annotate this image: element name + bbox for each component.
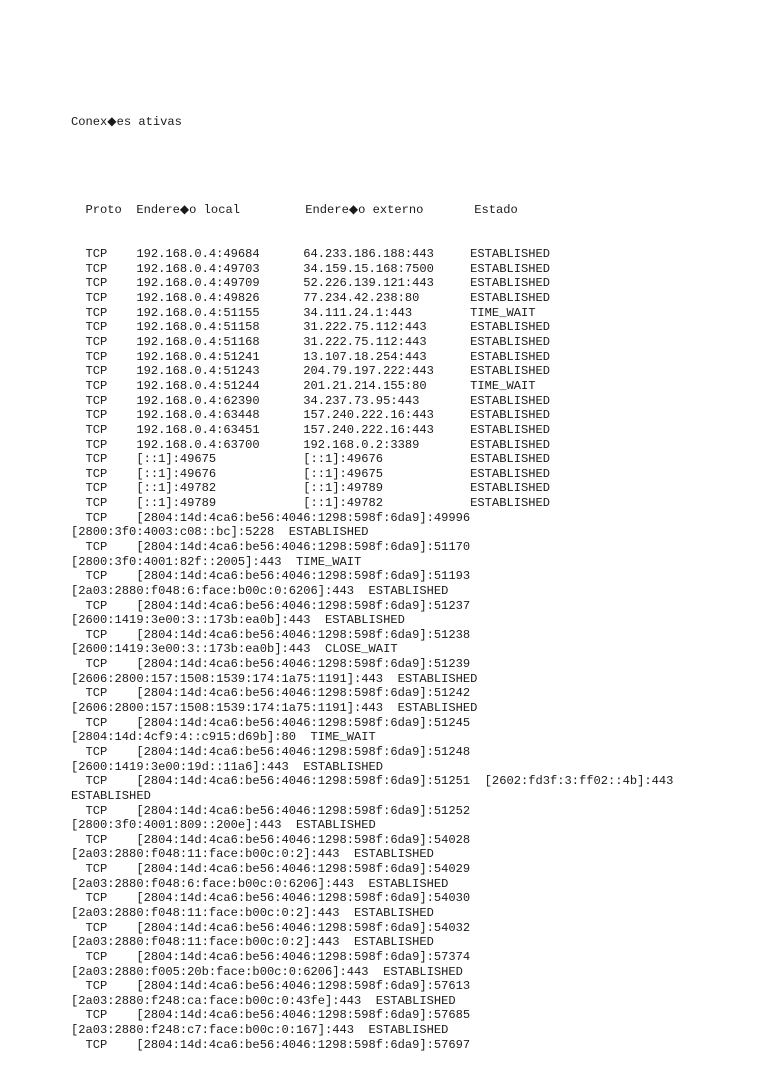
connection-line: TCP [2804:14d:4ca6:be56:4046:1298:598f:6da9]:51242 bbox=[71, 686, 471, 701]
connection-line: TCP 192.168.0.4:49709 52.226.139.121:443 ESTABLISHED bbox=[71, 276, 550, 291]
document-title: Conex◆es ativas bbox=[71, 115, 182, 130]
connection-line: [2a03:2880:f248:ca:face:b00c:0:43fe]:443 ESTABLISHED bbox=[71, 993, 456, 1008]
connection-line: TCP [2804:14d:4ca6:be56:4046:1298:598f:6da9]:54029 bbox=[71, 862, 471, 877]
connection-line: TCP [::1]:49782 [::1]:49789 ESTABLISHED bbox=[71, 481, 550, 496]
connection-line: TCP [::1]:49675 [::1]:49676 ESTABLISHED bbox=[71, 452, 550, 467]
connection-line: TCP 192.168.0.4:51158 31.222.75.112:443 ESTABLISHED bbox=[71, 320, 550, 335]
connection-line: [2800:3f0:4001:809::200e]:443 ESTABLISHED bbox=[71, 818, 376, 833]
connection-line: TCP 192.168.0.4:51155 34.111.24.1:443 TIME_WAIT bbox=[71, 305, 536, 320]
connection-line: TCP [2804:14d:4ca6:be56:4046:1298:598f:6da9]:51193 bbox=[71, 569, 471, 584]
connection-line: TCP [2804:14d:4ca6:be56:4046:1298:598f:6da9]:54032 bbox=[71, 920, 471, 935]
connection-line: TCP [2804:14d:4ca6:be56:4046:1298:598f:6da9]:51237 bbox=[71, 598, 471, 613]
connection-list bbox=[71, 247, 673, 1052]
connection-line: TCP 192.168.0.4:63451 157.240.222.16:443 ESTABLISHED bbox=[71, 422, 550, 437]
connection-line: [2a03:2880:f005:20b:face:b00c:0:6206]:443 ESTABLISHED bbox=[71, 964, 463, 979]
connection-line: TCP [2804:14d:4ca6:be56:4046:1298:598f:6da9]:54030 bbox=[71, 891, 471, 906]
connection-line: TCP [2804:14d:4ca6:be56:4046:1298:598f:6da9]:49996 bbox=[71, 510, 471, 525]
connection-line: TCP [2804:14d:4ca6:be56:4046:1298:598f:6da9]:51248 bbox=[71, 744, 471, 759]
connection-line: [2800:3f0:4003:c08::bc]:5228 ESTABLISHED bbox=[71, 525, 369, 540]
connection-line: [2600:1419:3e00:19d::11a6]:443 ESTABLISHED bbox=[71, 759, 384, 774]
connection-line: TCP [::1]:49676 [::1]:49675 ESTABLISHED bbox=[71, 466, 550, 481]
connection-line: TCP [2804:14d:4ca6:be56:4046:1298:598f:6da9]:51252 bbox=[71, 803, 471, 818]
connection-line: TCP [2804:14d:4ca6:be56:4046:1298:598f:6da9]:57697 bbox=[71, 1037, 471, 1052]
connection-line: [2a03:2880:f048:11:face:b00c:0:2]:443 ESTABLISHED bbox=[71, 847, 434, 862]
connection-line: TCP 192.168.0.4:51244 201.21.214.155:80 TIME_WAIT bbox=[71, 378, 536, 393]
connection-line: TCP [2804:14d:4ca6:be56:4046:1298:598f:6da9]:51170 bbox=[71, 539, 471, 554]
connection-line: TCP [2804:14d:4ca6:be56:4046:1298:598f:6da9]:57613 bbox=[71, 979, 471, 994]
blank-line bbox=[71, 159, 673, 174]
connection-line: [2a03:2880:f248:c7:face:b00c:0:167]:443 ESTABLISHED bbox=[71, 1023, 449, 1038]
connection-line: TCP [2804:14d:4ca6:be56:4046:1298:598f:6da9]:51251 [2602:fd3f:3:ff02::4b]:443 bbox=[71, 774, 674, 789]
connection-line: TCP 192.168.0.4:62390 34.237.73.95:443 ESTABLISHED bbox=[71, 393, 550, 408]
connection-line: TCP 192.168.0.4:49826 77.234.42.238:80 ESTABLISHED bbox=[71, 291, 550, 306]
connection-line: TCP 192.168.0.4:49703 34.159.15.168:7500 ESTABLISHED bbox=[71, 261, 550, 276]
connection-line: TCP [2804:14d:4ca6:be56:4046:1298:598f:6da9]:57685 bbox=[71, 1008, 471, 1023]
connection-line: [2600:1419:3e00:3::173b:ea0b]:443 CLOSE_WAIT bbox=[71, 642, 398, 657]
connection-line: [2a03:2880:f048:6:face:b00c:0:6206]:443 ESTABLISHED bbox=[71, 583, 449, 598]
connection-line: TCP [2804:14d:4ca6:be56:4046:1298:598f:6da9]:51245 bbox=[71, 715, 471, 730]
connection-line: [2800:3f0:4001:82f::2005]:443 TIME_WAIT bbox=[71, 554, 362, 569]
connection-line: TCP [2804:14d:4ca6:be56:4046:1298:598f:6da9]:54028 bbox=[71, 832, 471, 847]
connection-line: [2606:2800:157:1508:1539:174:1a75:1191]:443 ESTABLISHED bbox=[71, 671, 478, 686]
connection-line: [2600:1419:3e00:3::173b:ea0b]:443 ESTABLISHED bbox=[71, 613, 405, 628]
connection-line: TCP [::1]:49789 [::1]:49782 ESTABLISHED bbox=[71, 496, 550, 511]
connection-line: [2606:2800:157:1508:1539:174:1a75:1191]:443 ESTABLISHED bbox=[71, 701, 478, 716]
connection-line: TCP 192.168.0.4:49684 64.233.186.188:443 ESTABLISHED bbox=[71, 247, 550, 262]
connection-line: TCP [2804:14d:4ca6:be56:4046:1298:598f:6da9]:51238 bbox=[71, 627, 471, 642]
connection-line: [2a03:2880:f048:11:face:b00c:0:2]:443 ESTABLISHED bbox=[71, 935, 434, 950]
connection-line: [2a03:2880:f048:11:face:b00c:0:2]:443 ESTABLISHED bbox=[71, 906, 434, 920]
connection-line: [2804:14d:4cf9:4::c915:d69b]:80 TIME_WAIT bbox=[71, 730, 376, 745]
connection-line: TCP 192.168.0.4:63448 157.240.222.16:443 ESTABLISHED bbox=[71, 408, 550, 423]
connection-line: TCP [2804:14d:4ca6:be56:4046:1298:598f:6da9]:51239 bbox=[71, 657, 471, 672]
connection-line: ESTABLISHED bbox=[71, 788, 151, 803]
connection-line: TCP 192.168.0.4:51243 204.79.197.222:443 ESTABLISHED bbox=[71, 364, 550, 379]
connection-line: TCP [2804:14d:4ca6:be56:4046:1298:598f:6da9]:57374 bbox=[71, 949, 471, 964]
connection-line: [2a03:2880:f048:6:face:b00c:0:6206]:443 ESTABLISHED bbox=[71, 876, 449, 891]
netstat-output bbox=[71, 86, 673, 1082]
connection-line: TCP 192.168.0.4:51168 31.222.75.112:443 ESTABLISHED bbox=[71, 335, 550, 350]
connection-line: TCP 192.168.0.4:51241 13.107.18.254:443 ESTABLISHED bbox=[71, 349, 550, 364]
connection-line: TCP 192.168.0.4:63700 192.168.0.2:3389 ESTABLISHED bbox=[71, 437, 550, 452]
table-header: Proto Endere◆o local Endere◆o externo Estado bbox=[71, 203, 518, 218]
